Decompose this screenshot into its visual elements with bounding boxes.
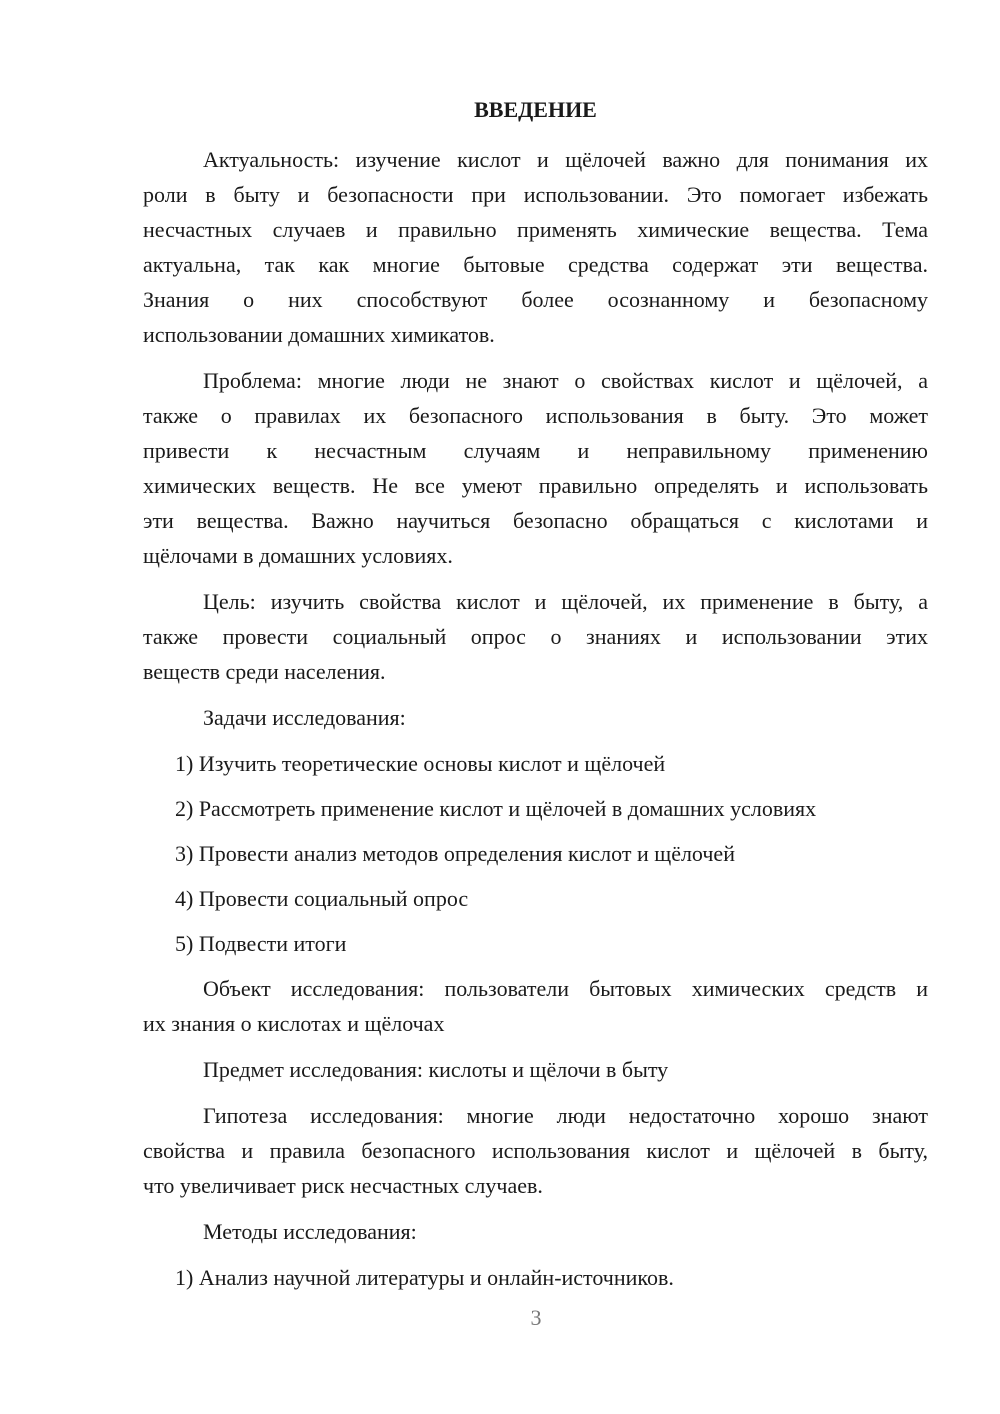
task-item: 4) Провести социальный опрос xyxy=(175,886,469,911)
text-line: Знания о них способствуют более осознанному и безопасному xyxy=(143,287,928,312)
goal-paragraph xyxy=(143,584,928,689)
text-line: эти вещества. Важно научиться безопасно обращаться с кислотами и xyxy=(143,508,928,533)
text-line: роли в быту и безопасности при использовании. Это помогает избежать xyxy=(143,182,928,207)
text-line: свойства и правила безопасного использования кислот и щёлочей в быту, xyxy=(143,1138,928,1163)
text-line: Гипотеза исследования: многие люди недостаточно хорошо знают xyxy=(203,1103,928,1128)
section-title: ВВЕДЕНИЕ xyxy=(474,97,597,122)
text-line: также провести социальный опрос о знаниях и использовании этих xyxy=(143,624,928,649)
text-line: также о правилах их безопасного использования в быту. Это может xyxy=(143,403,928,428)
task-item: 5) Подвести итоги xyxy=(175,931,347,956)
text-line: Проблема: многие люди не знают о свойствах кислот и щёлочей, а xyxy=(203,368,928,393)
text-line: веществ среди населения. xyxy=(143,659,386,684)
text-line: привести к несчастным случаям и неправильному применению xyxy=(143,438,928,463)
task-item: 1) Изучить теоретические основы кислот и щёлочей xyxy=(175,751,666,776)
text-line: Объект исследования: пользователи бытовых химических средств и xyxy=(203,976,928,1001)
object-paragraph xyxy=(143,971,928,1041)
task-item: 3) Провести анализ методов определения кислот и щёлочей xyxy=(175,841,735,866)
text-line: актуальна, так как многие бытовые средства содержат эти вещества. xyxy=(143,252,928,277)
text-line: химических веществ. Не все умеют правильно определять и использовать xyxy=(143,473,928,498)
document-page xyxy=(143,92,928,1305)
hypothesis-paragraph xyxy=(143,1098,928,1203)
page-number: 3 xyxy=(530,1305,542,1330)
text-line: их знания о кислотах и щёлочах xyxy=(143,1011,445,1036)
tasks-heading: Задачи исследования: xyxy=(203,705,406,730)
text-line: несчастных случаев и правильно применять химические вещества. Тема xyxy=(143,217,928,242)
text-line: использовании домашних химикатов. xyxy=(143,322,495,347)
method-item: 1) Анализ научной литературы и онлайн-источников. xyxy=(175,1265,674,1290)
text-line: Актуальность: изучение кислот и щёлочей важно для понимания их xyxy=(203,147,928,172)
task-item: 2) Рассмотреть применение кислот и щёлочей в домашних условиях xyxy=(175,796,817,821)
text-line: что увеличивает риск несчастных случаев. xyxy=(143,1173,543,1198)
problem-paragraph xyxy=(143,363,928,573)
relevance-paragraph xyxy=(143,142,928,352)
text-line: Цель: изучить свойства кислот и щёлочей, их применение в быту, а xyxy=(203,589,928,614)
subject-paragraph: Предмет исследования: кислоты и щёлочи в быту xyxy=(203,1057,669,1082)
methods-heading: Методы исследования: xyxy=(203,1219,417,1244)
text-line: щёлочами в домашних условиях. xyxy=(143,543,453,568)
